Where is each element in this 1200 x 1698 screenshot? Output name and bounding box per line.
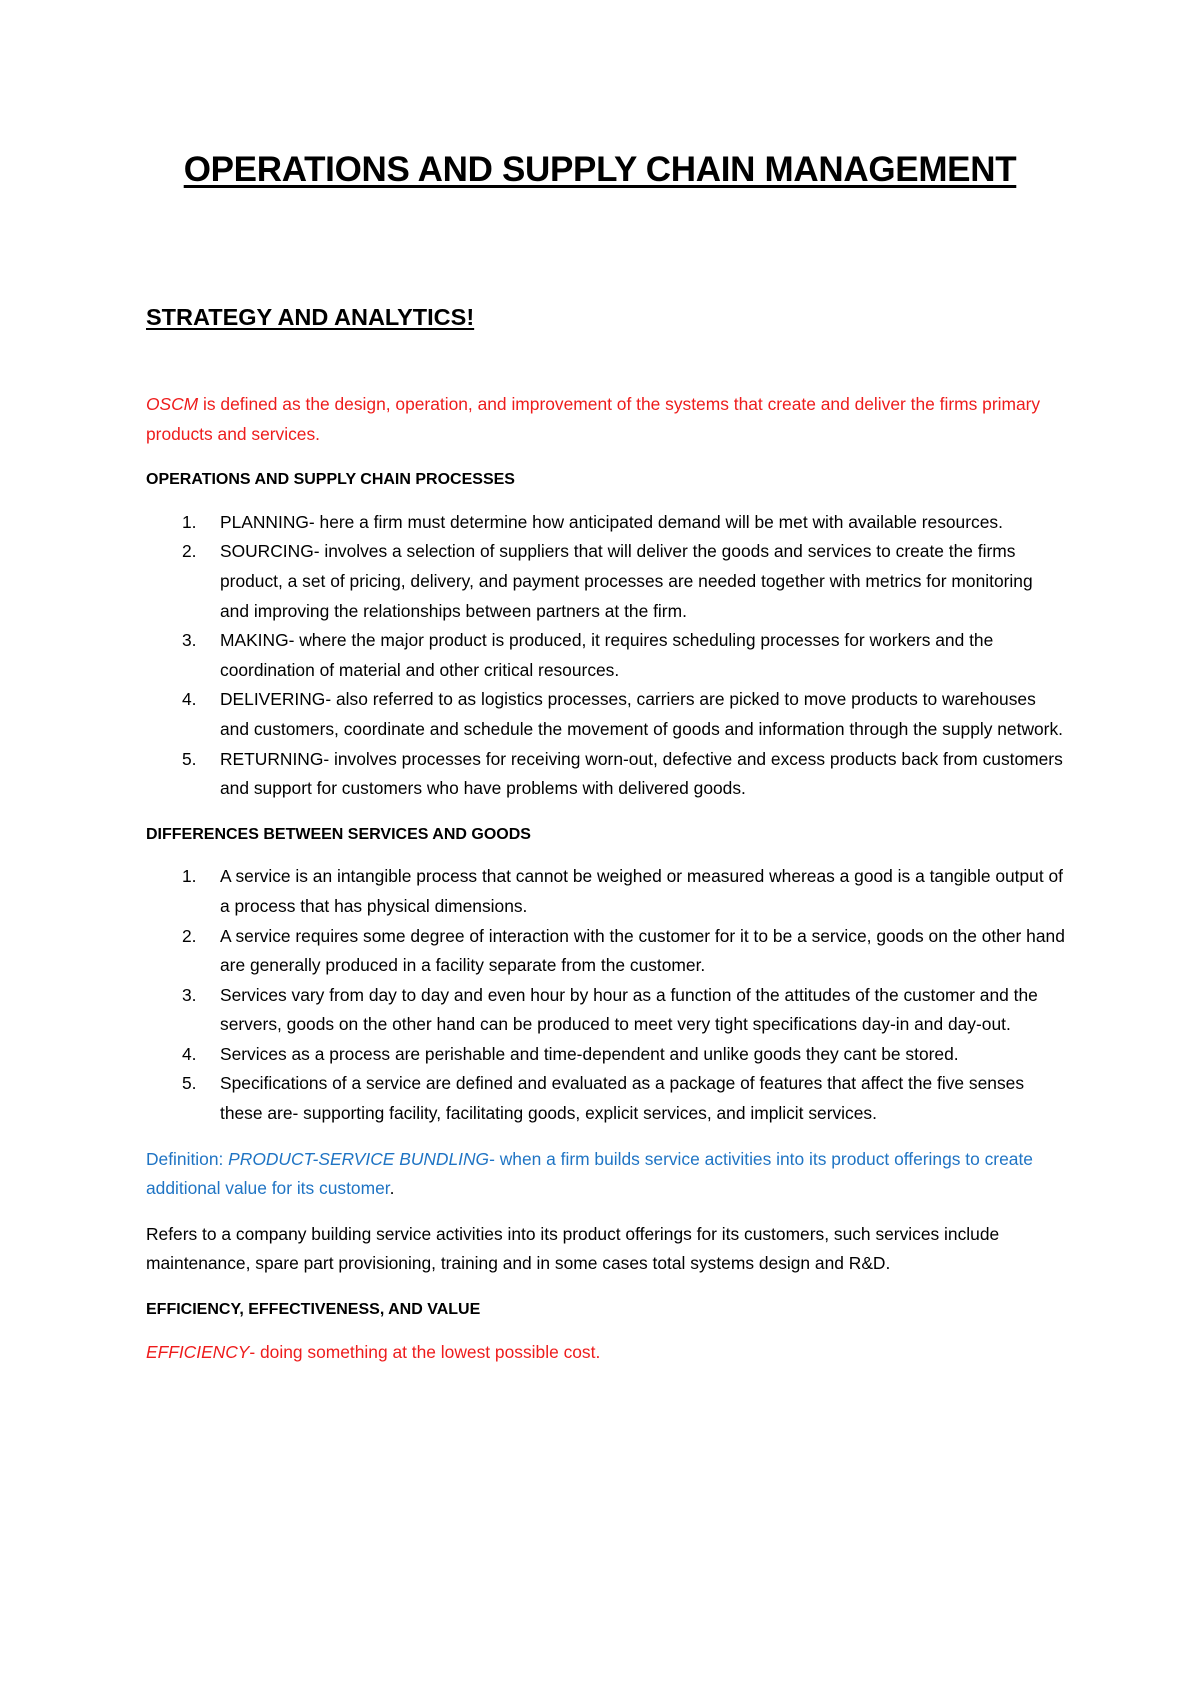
list-item-text: Services vary from day to day and even hour by hour as a function of the attitudes of the customer and the servers, goods on the other hand can be produced to meet very tight specifications day-in and day-out. <box>220 984 1038 1035</box>
list-item <box>146 1040 1066 1070</box>
bundling-paragraph: Refers to a company building service activities into its product offerings for its customers, such services include maintenance, spare part provisioning, training and in some cases total systems design and R&D. <box>146 1223 1000 1274</box>
list-number: 1. <box>182 511 197 532</box>
list-item <box>146 685 1066 744</box>
processes-heading: OPERATIONS AND SUPPLY CHAIN PROCESSES <box>146 471 515 489</box>
efficiency-term: EFFICIENCY <box>146 1341 250 1362</box>
list-item-text: Specifications of a service are defined and evaluated as a package of features that affect the five senses these are- supporting facility, facilitating goods, explicit services, and implicit services. <box>220 1073 1025 1124</box>
list-item-text: DELIVERING- also referred to as logistics processes, carriers are picked to move products to warehouses and customers, coordinate and schedule the movement of goods and information through the supply network. <box>220 689 1063 739</box>
list-item <box>146 508 1066 538</box>
list-item-text: A service requires some degree of interaction with the customer for it to be a service, goods on the other hand are generally produced in a facility separate from the customer. <box>220 925 1065 976</box>
list-item-text: A service is an intangible process that cannot be weighed or measured whereas a good is a tangible output of a process that has physical dimensions. <box>220 866 1064 916</box>
list-item-text: MAKING- where the major product is produced, it requires scheduling processes for workers and the coordination of material and other critical resources. <box>220 630 994 680</box>
efficiency-heading: EFFICIENCY, EFFECTIVENESS, AND VALUE <box>146 1301 481 1319</box>
document-body <box>146 302 1066 1383</box>
list-item <box>146 981 1066 1040</box>
list-number: 5. <box>182 748 197 769</box>
list-item-text: SOURCING- involves a selection of suppliers that will deliver the goods and services to create the firms product, a set of pricing, delivery, and payment processes are needed together with metrics for monitoring and improving the relationships between partners at the firm. <box>220 541 1033 621</box>
list-item <box>146 862 1066 921</box>
list-item <box>146 626 1066 685</box>
section-subtitle: STRATEGY AND ANALYTICS! <box>146 304 475 330</box>
list-item <box>146 1069 1066 1128</box>
bundling-definition <box>146 1145 1066 1204</box>
list-number: 3. <box>182 630 197 651</box>
efficiency-definition-text: - doing something at the lowest possible cost. <box>249 1341 601 1362</box>
list-item-text: PLANNING- here a firm must determine how anticipated demand will be met with available resources. <box>220 511 1003 532</box>
oscm-definition <box>146 390 1066 449</box>
list-item-text: Services as a process are perishable and time-dependent and unlike goods they cant be stored. <box>220 1043 959 1064</box>
differences-heading: DIFFERENCES BETWEEN SERVICES AND GOODS <box>146 825 531 843</box>
list-number: 3. <box>182 984 197 1005</box>
list-number: 5. <box>182 1073 197 1094</box>
list-item <box>146 922 1066 981</box>
differences-list <box>146 862 1066 1128</box>
list-number: 2. <box>182 925 197 946</box>
definition-label: Definition: <box>146 1148 229 1169</box>
processes-list <box>146 508 1066 804</box>
oscm-term: OSCM <box>146 394 199 414</box>
bundling-definition-end: . <box>389 1178 395 1199</box>
list-number: 2. <box>182 541 197 562</box>
list-item <box>146 745 1066 804</box>
list-number: 4. <box>182 1043 197 1064</box>
efficiency-definition <box>146 1338 1066 1368</box>
bundling-definition-text: - when a firm builds service activities into its product offerings to create additional value for its customer <box>146 1148 1033 1199</box>
list-number: 1. <box>182 866 197 887</box>
list-number: 4. <box>182 689 197 710</box>
bundling-term: PRODUCT-SERVICE BUNDLING <box>228 1148 490 1169</box>
page-title: OPERATIONS AND SUPPLY CHAIN MANAGEMENT <box>183 150 1017 189</box>
list-item-text: RETURNING- involves processes for receiving worn-out, defective and excess products back from customers and support for customers who have problems with delivered goods. <box>220 748 1063 799</box>
list-item <box>146 537 1066 626</box>
oscm-definition-text: is defined as the design, operation, and improvement of the systems that create and deliver the firms primary products and services. <box>146 394 1041 444</box>
